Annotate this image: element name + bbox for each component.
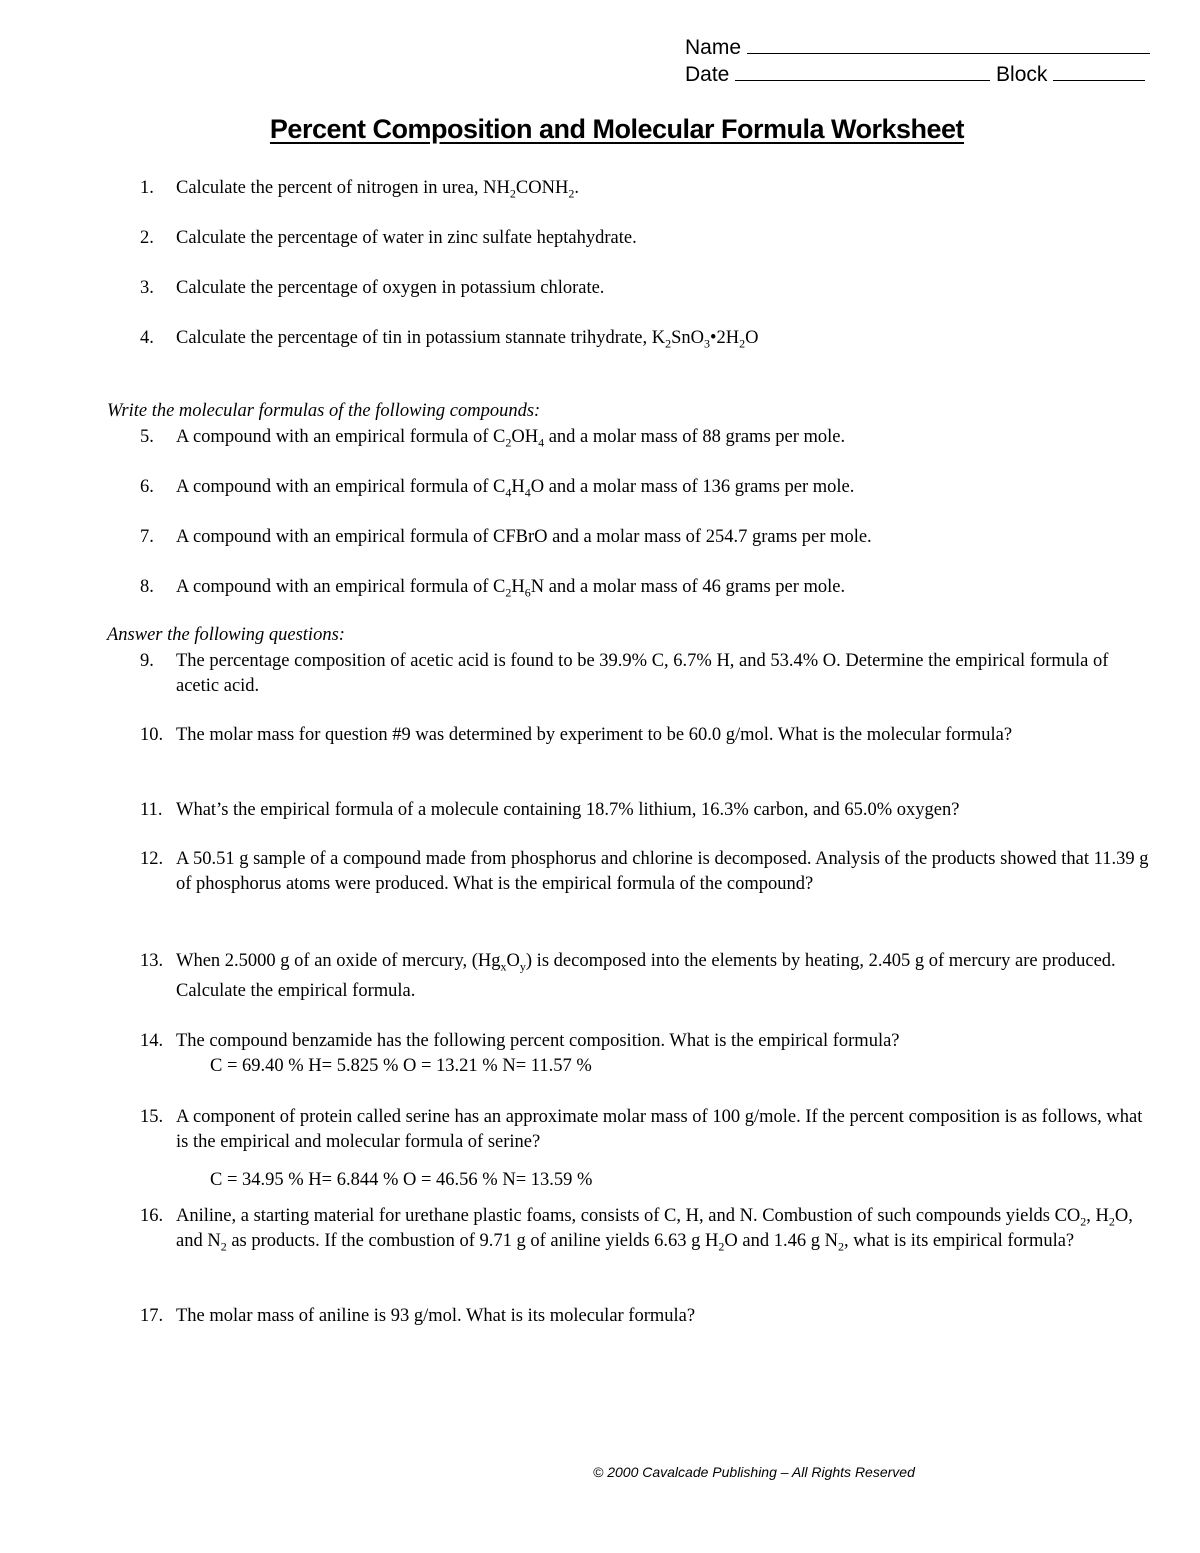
question-15: 15. A component of protein called serine has an approximate molar mass of 100 g/mole. If the percent composition is as follows, what is the empirical and molecular formula of serine? C = 34.95 % H= 6.844 % O = 46.56 % N= 13.59 % — [140, 1105, 1150, 1193]
question-1: 1. Calculate the percent of nitrogen in urea, $NH_2CONH_2$. — [140, 178, 579, 201]
question-13: 13. When 2.5000 g of an oxide of mercury, $(Hg_xO_y)$ is decomposed into the elements by heating, 2.405 g of mercury are produced. Calculate the empirical formula. — [140, 951, 1116, 1001]
question-4: 4. Calculate the percentage of tin in potassium stannate trihydrate, $K_2SnO_3•2H_2O$ — [140, 328, 759, 351]
question-16: 16. Aniline, a starting material for urethane plastic foams, consists of C, H, and N. Combustion of such compounds yields $CO_2$, $H_2O$, and $N_2$ as products. If the combustion of 9.71 g of aniline yields 6.63 g $H_2O$ and 1.46 g $N_2$, what is its empirical formula? — [140, 1206, 1133, 1254]
question-12: 12. A 50.51 g sample of a compound made from phosphorus and chlorine is decomposed. Analysis of the products showed that 11.39 g of phosphorus atoms were produced. What is the empirical formula of the compound? — [140, 849, 1149, 894]
benzamide-composition: C = 69.40 % H= 5.825 % O = 13.21 % N= 11.57 % — [210, 1055, 592, 1076]
question-3: 3. Calculate the percentage of oxygen in potassium chlorate. — [140, 278, 605, 298]
question-9: 9. The percentage composition of acetic acid is found to be 39.9% C, 6.7% H, and 53.4% O. Determine the empirical formula of acetic acid. — [140, 651, 1109, 696]
question-10: 10. The molar mass for question #9 was determined by experiment to be 60.0 g/mol. What is the molecular formula? — [140, 725, 1013, 745]
name-field — [685, 34, 1150, 60]
block-label: Block — [996, 63, 1048, 86]
block-blank-line — [1053, 61, 1145, 81]
section-heading-answer: Answer the following questions: — [107, 625, 345, 645]
question-2: 2. Calculate the percentage of water in zinc sulfate heptahydrate. — [140, 228, 637, 248]
worksheet-title: Percent Composition and Molecular Formula Worksheet — [269, 114, 965, 144]
question-6: 6. A compound with an empirical formula of $C_4H_4O$ and a molar mass of 136 grams per mole. — [140, 477, 855, 500]
question-17: 17. The molar mass of aniline is 93 g/mol. What is its molecular formula? — [140, 1306, 696, 1326]
copyright-footer: © 2000 Cavalcade Publishing – All Rights Reserved — [593, 1464, 915, 1480]
date-block-field — [685, 61, 1145, 87]
question-8: 8. A compound with an empirical formula of $C_2H_6N$ and a molar mass of 46 grams per mole. — [140, 577, 846, 600]
question-5: 5. A compound with an empirical formula of $C_2OH_4$ and a molar mass of 88 grams per mole. — [140, 427, 846, 450]
question-7: 7. A compound with an empirical formula of CFBrO and a molar mass of 254.7 grams per mole. — [140, 527, 872, 547]
serine-composition: C = 34.95 % H= 6.844 % O = 46.56 % N= 13.59 % — [210, 1170, 593, 1190]
section-heading-molecular: Write the molecular formulas of the following compounds: — [107, 401, 541, 421]
date-blank-line — [735, 61, 990, 81]
name-label: Name — [685, 36, 742, 59]
question-11: 11. What’s the empirical formula of a molecule containing 18.7% lithium, 16.3% carbon, and 65.0% oxygen? — [140, 800, 960, 820]
date-label: Date — [685, 63, 730, 86]
question-14: 14. The compound benzamide has the following percent composition. What is the empirical formula? C = 69.40 % H= 5.825 % O = 13.21 % N= 11.57 % — [140, 1029, 1150, 1078]
name-blank-line — [747, 34, 1150, 54]
